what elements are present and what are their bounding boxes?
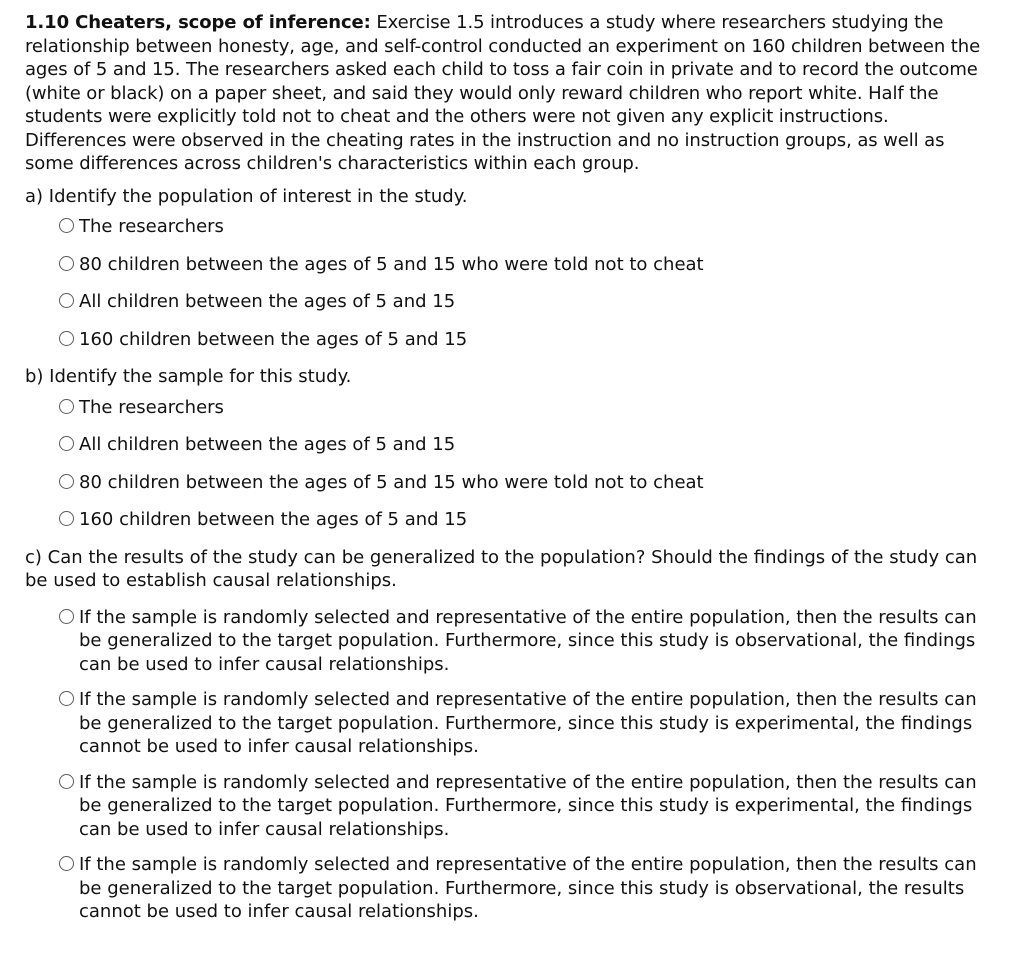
option-label[interactable]: If the sample is randomly selected and representative of the entire population, then the results can be generalized to the target population. Furthermore, since this study is observational, the findings can be used to infer causal relationships. <box>79 606 977 675</box>
option-label[interactable]: All children between the ages of 5 and 15 <box>79 434 456 455</box>
question-c-options <box>25 606 984 924</box>
question-a-option-4[interactable] <box>59 328 984 352</box>
exercise-body: Exercise 1.5 introduces a study where researchers studying the relationship between honesty, age, and self-control conducted an experiment on 160 children between the ages of 5 and 15. The researchers asked each child to toss a fair coin in private and to record the outcome (white or black) on a paper sheet, and said they would only reward children who report white. Half the students were explicitly told not to cheat and the others were not given any explicit instructions. Differences were observed in the cheating rates in the instruction and no instruction groups, as well as some differences across children's characteristics within each group. <box>25 12 981 174</box>
question-b-option-3[interactable] <box>59 471 984 495</box>
radio-button-icon[interactable] <box>59 609 74 624</box>
radio-button-icon[interactable] <box>59 293 74 308</box>
radio-button-icon[interactable] <box>59 256 74 271</box>
question-b-prompt: b) Identify the sample for this study. <box>25 366 352 387</box>
question-c-option-4[interactable] <box>59 853 984 924</box>
question-a-option-1[interactable] <box>59 215 984 239</box>
question-b <box>25 365 984 532</box>
question-c-option-2[interactable] <box>59 688 984 759</box>
option-label[interactable]: If the sample is randomly selected and representative of the entire population, then the results can be generalized to the target population. Furthermore, since this study is observational, the results cannot be used to infer causal relationships. <box>79 854 977 922</box>
radio-button-icon[interactable] <box>59 511 74 526</box>
option-label[interactable]: 160 children between the ages of 5 and 15 <box>79 328 468 350</box>
question-b-option-2[interactable] <box>59 433 984 457</box>
option-label[interactable]: The researchers <box>79 216 224 237</box>
option-label[interactable]: 160 children between the ages of 5 and 15 <box>79 509 468 530</box>
option-label[interactable]: 80 children between the ages of 5 and 15 who were told not to cheat <box>79 253 704 275</box>
option-label[interactable]: 80 children between the ages of 5 and 15 who were told not to cheat <box>79 471 704 493</box>
question-c-option-1[interactable] <box>59 606 984 677</box>
question-a <box>25 185 984 352</box>
radio-button-icon[interactable] <box>59 399 74 414</box>
question-a-option-3[interactable] <box>59 290 984 314</box>
question-c-prompt: c) Can the results of the study can be generalized to the population? Should the findings of the study can be used to establish causal relationships. <box>25 546 978 591</box>
question-a-prompt: a) Identify the population of interest in the study. <box>25 185 468 207</box>
question-c-option-3[interactable] <box>59 771 984 842</box>
radio-button-icon[interactable] <box>59 218 74 233</box>
radio-button-icon[interactable] <box>59 474 74 489</box>
radio-button-icon[interactable] <box>59 856 74 871</box>
question-b-options <box>25 396 984 532</box>
question-a-option-2[interactable] <box>59 253 984 277</box>
option-label[interactable]: The researchers <box>79 396 224 418</box>
option-label[interactable]: If the sample is randomly selected and representative of the entire population, then the results can be generalized to the target population. Furthermore, since this study is experimental, the findings cannot be used to infer causal relationships. <box>79 689 977 757</box>
question-b-option-1[interactable] <box>59 396 984 420</box>
question-b-option-4[interactable] <box>59 508 984 532</box>
radio-button-icon[interactable] <box>59 691 74 706</box>
radio-button-icon[interactable] <box>59 774 74 789</box>
radio-button-icon[interactable] <box>59 436 74 451</box>
question-a-options <box>25 215 984 351</box>
exercise-intro <box>25 11 984 176</box>
radio-button-icon[interactable] <box>59 331 74 346</box>
question-c <box>25 546 984 924</box>
exercise-title: 1.10 Cheaters, scope of inference: <box>25 12 371 33</box>
option-label[interactable]: All children between the ages of 5 and 15 <box>79 291 456 312</box>
option-label[interactable]: If the sample is randomly selected and representative of the entire population, then the results can be generalized to the target population. Furthermore, since this study is experimental, the findings can be used to infer causal relationships. <box>79 771 977 840</box>
